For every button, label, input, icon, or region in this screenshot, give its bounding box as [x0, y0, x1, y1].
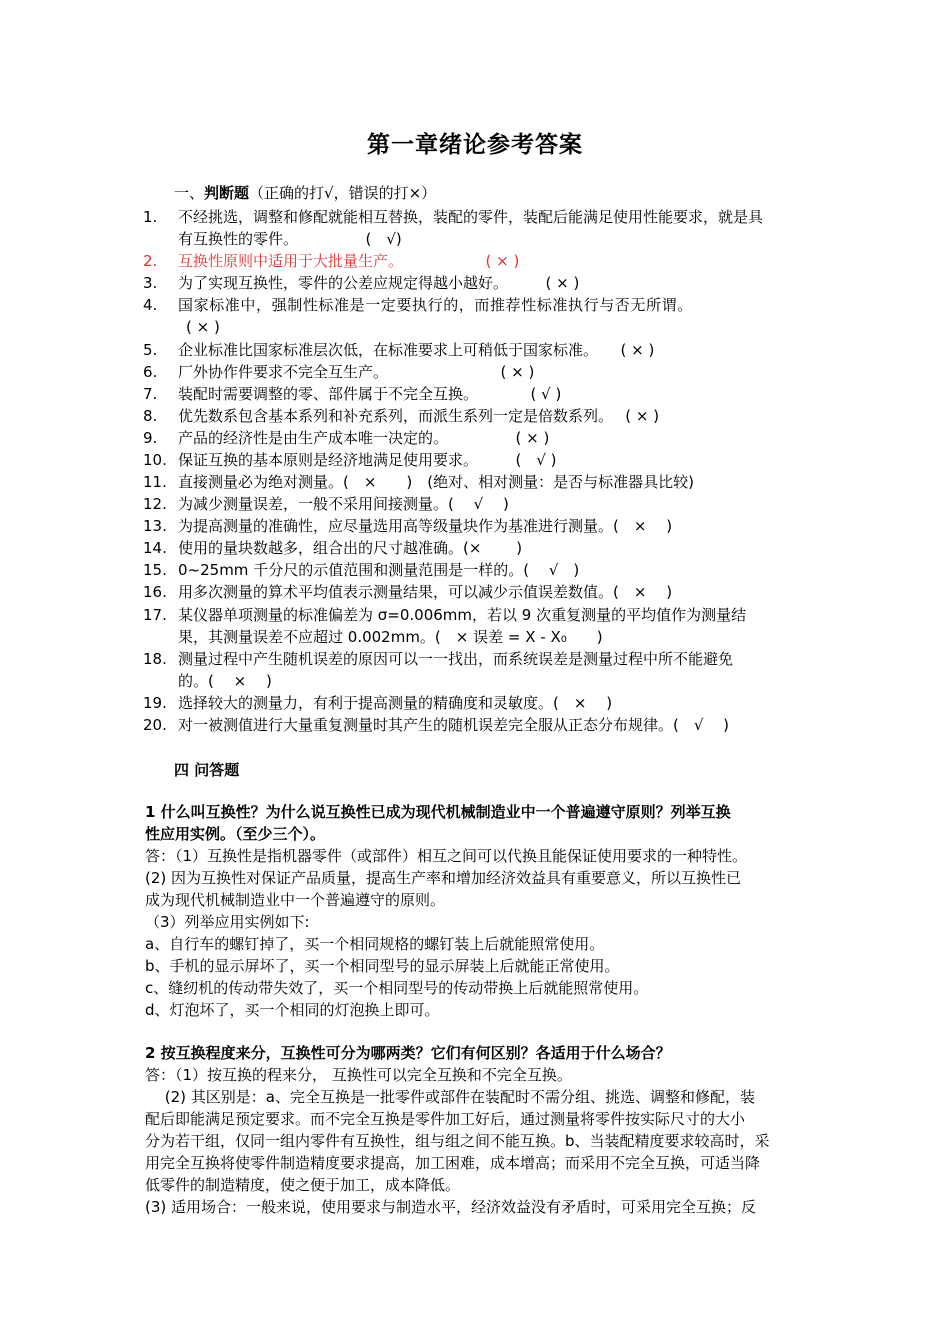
item-number: 18. — [143, 650, 167, 668]
item-text: 为减少测量误差，一般不采用间接测量。( √ ) — [178, 495, 509, 513]
item-number: 19. — [143, 694, 167, 712]
answer-line: (3) 适用场合：一般来说，使用要求与制造水平，经济效益没有矛盾时，可采用完全互换；反 — [145, 1198, 757, 1216]
item-text: 装配时需要调整的零、部件属于不完全互换。 ( √ ) — [178, 385, 562, 403]
item-text: 厂外协作件要求不完全互生产。 ( × ) — [178, 363, 535, 381]
answer-line: b、手机的显示屏坏了，买一个相同型号的显示屏装上后就能正常使用。 — [145, 957, 620, 975]
item-text: 0~25mm 千分尺的示值范围和测量范围是一样的。( √ ) — [178, 561, 580, 579]
question-1: 1 什么叫互换性？为什么说互换性已成为现代机械制造业中一个普遍遵守原则？列举互换 — [145, 803, 731, 821]
answer-line: 答：（1）互换性是指机器零件（或部件）相互之间可以代换且能保证使用要求的一种特性。 — [145, 847, 748, 865]
item-number: 16. — [143, 583, 167, 601]
item-text: 对一被测值进行大量重复测量时其产生的随机误差完全服从正态分布规律。( √ ) — [178, 716, 730, 734]
item-number: 9. — [143, 429, 158, 447]
item-number: 12. — [143, 495, 167, 513]
item-number: 10. — [143, 451, 167, 469]
item-text: 有互换性的零件。 ( √) — [178, 230, 402, 248]
item-number: 4. — [143, 296, 158, 314]
item-number: 7. — [143, 385, 158, 403]
section-prefix: 一、 — [174, 184, 205, 202]
item-text: 用多次测量的算术平均值表示测量结果，可以减少示值误差数值。( × ) — [178, 583, 673, 601]
answer-line: 用完全互换将使零件制造精度要求提高，加工困难，成本增高；而采用不完全互换，可适当降 — [145, 1154, 761, 1172]
answer-line: c、缝纫机的传动带失效了，买一个相同型号的传动带换上后就能照常使用。 — [145, 979, 649, 997]
item-text: 测量过程中产生随机误差的原因可以一一找出，而系统误差是测量过程中所不能避免 — [178, 650, 734, 668]
question-2: 2 按互换程度来分，互换性可分为哪两类？它们有何区别？各适用于什么场合？ — [145, 1044, 671, 1062]
item-text: 选择较大的测量力，有利于提高测量的精确度和灵敏度。( × ) — [178, 694, 613, 712]
item-text: 不经挑选，调整和修配就能相互替换，装配的零件，装配后能满足使用性能要求，就是具 — [178, 208, 764, 226]
answer-line: d、灯泡坏了，买一个相同的灯泡换上即可。 — [145, 1001, 440, 1019]
answer-line: (2) 因为互换性对保证产品质量，提高生产率和增加经济效益具有重要意义，所以互换性已 — [145, 869, 742, 887]
item-number: 2. — [143, 252, 158, 270]
item-text: 为提高测量的准确性，应尽量选用高等级量块作为基准进行测量。( × ) — [178, 517, 673, 535]
answer-line: 低零件的制造精度，使之便于加工，成本降低。 — [145, 1176, 461, 1194]
section-judgement-heading — [174, 183, 436, 203]
section-title: 判断题 — [204, 184, 250, 202]
item-number: 11. — [143, 473, 167, 491]
item-text: 为了实现互换性，零件的公差应规定得越小越好。 ( × ) — [178, 274, 580, 292]
item-number: 17. — [143, 606, 167, 624]
question-1: 性应用实例。（至少三个）。 — [145, 825, 326, 843]
item-text: 直接测量必为绝对测量。( × ) (绝对、相对测量：是否与标准器具比较) — [178, 473, 694, 491]
item-number: 13. — [143, 517, 167, 535]
answer-line: 分为若干组，仅同一组内零件有互换性，组与组之间不能互换。b、当装配精度要求较高时，采 — [145, 1132, 770, 1150]
item-text: 果，其测量误差不应超过 0.002mm。( × 误差 = X - X₀ ) — [178, 628, 603, 646]
item-number: 15. — [143, 561, 167, 579]
answer-line: 成为现代机械制造业中一个普遍遵守的原则。 — [145, 891, 446, 909]
item-number: 1. — [143, 208, 158, 226]
item-number: 14. — [143, 539, 167, 557]
answer-line: 配后即能满足预定要求。而不完全互换是零件加工好后，通过测量将零件按实际尺寸的大小 — [145, 1110, 746, 1128]
answer-line: a、自行车的螺钉掉了，买一个相同规格的螺钉装上后就能照常使用。 — [145, 935, 605, 953]
item-number: 5. — [143, 341, 158, 359]
item-text: 使用的量块数越多，组合出的尺寸越准确。(× ) — [178, 539, 523, 557]
item-text: 的。( × ) — [178, 672, 272, 690]
item-text: 优先数系包含基本系列和补充系列，而派生系列一定是倍数系列。 ( × ) — [178, 407, 660, 425]
item-number: 20. — [143, 716, 167, 734]
item-number: 6. — [143, 363, 158, 381]
item-text: 保证互换的基本原则是经济地满足使用要求。 ( √ ) — [178, 451, 557, 469]
item-text: 互换性原则中适用于大批量生产。 ( × ) — [178, 252, 520, 270]
item-text: 国家标准中，强制性标准是一定要执行的，而推荐性标准执行与否无所谓。 — [178, 296, 693, 314]
item-text: 产品的经济性是由生产成本唯一决定的。 ( × ) — [178, 429, 550, 447]
item-number: 8. — [143, 407, 158, 425]
section-qa-heading: 四 问答题 — [174, 761, 240, 779]
item-text: 某仪器单项测量的标准偏差为 σ=0.006mm，若以 9 次重复测量的平均值作为测量结 — [178, 606, 747, 624]
answer-line: 答：（1）按互换的程来分， 互换性可以完全互换和不完全互换。 — [145, 1066, 572, 1084]
answer-line: （3）列举应用实例如下: — [145, 913, 310, 931]
page-title: 第一章绪论参考答案 — [367, 132, 583, 158]
item-text: 企业标准比国家标准层次低，在标准要求上可稍低于国家标准。 ( × ) — [178, 341, 655, 359]
answer-line: (2) 其区别是：a、完全互换是一批零件或部件在装配时不需分组、挑选、调整和修配，装 — [145, 1088, 755, 1106]
section-note: （正确的打√，错误的打×） — [249, 184, 437, 202]
item-text: ( × ) — [186, 318, 220, 336]
item-number: 3. — [143, 274, 158, 292]
